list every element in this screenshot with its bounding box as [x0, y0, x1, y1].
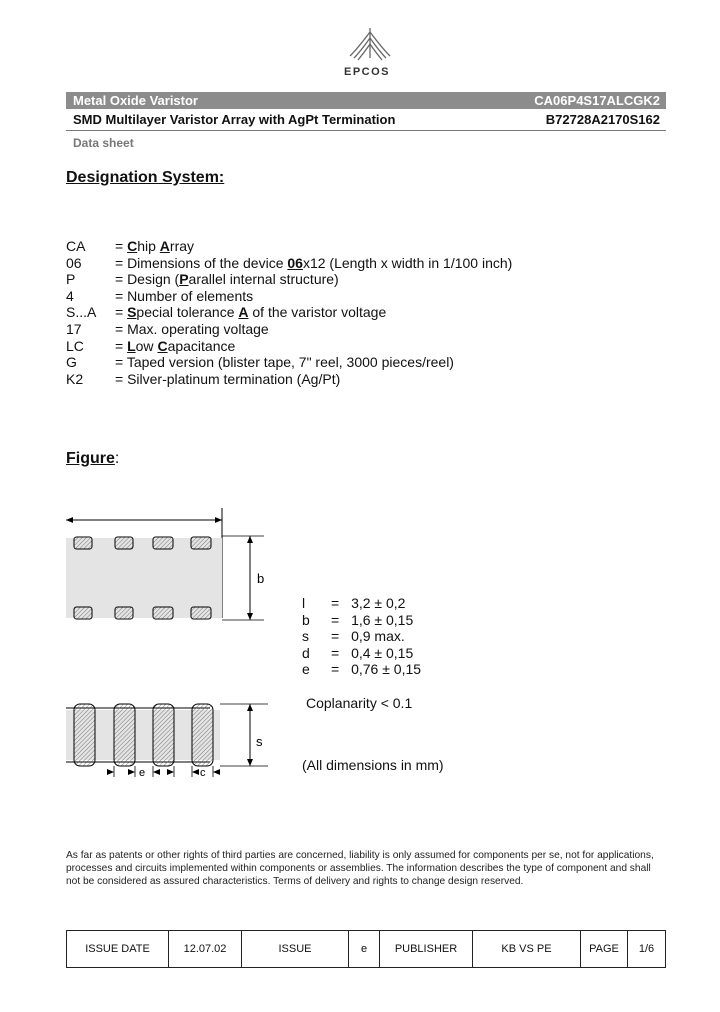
- dimension-row: d = 0,4 ± 0,15: [302, 644, 414, 661]
- designation-code: K2: [66, 370, 84, 387]
- designation-description: = Dimensions of the device 06x12 (Length x width in 1/100 inch): [115, 254, 513, 271]
- designation-description: = Special tolerance A of the varistor voltage: [115, 304, 387, 321]
- publisher-label: PUBLISHER: [380, 931, 473, 968]
- designation-code: LC: [66, 337, 84, 354]
- dimension-row: e = 0,76 ± 0,15: [302, 661, 422, 678]
- units-note: (All dimensions in mm): [302, 757, 444, 773]
- side-view-drawing: [66, 704, 268, 779]
- issue-date: 12.07.02: [169, 931, 242, 968]
- dimensions-list: [302, 595, 421, 678]
- designation-code: 17: [66, 321, 82, 337]
- designation-code: 06: [66, 254, 82, 271]
- designation-description: = Low Capacitance: [115, 337, 236, 354]
- dimension-row: b = 1,6 ± 0,15: [302, 611, 414, 628]
- label-e: e: [139, 767, 146, 779]
- designation-code: S...A: [66, 304, 97, 321]
- designation-code: G: [66, 354, 77, 371]
- ordering-code: B72728A2170S162: [545, 112, 660, 127]
- designation-description: = Max. operating voltage: [115, 321, 269, 337]
- label-s: s: [256, 734, 263, 749]
- product-description: SMD Multilayer Varistor Array with AgPt Termination: [73, 112, 396, 127]
- footer-table: [66, 930, 666, 968]
- designation-description: = Taped version (blister tape, 7" reel, 3000 pieces/reel): [115, 354, 454, 371]
- logo-text: EPCOS: [343, 66, 390, 78]
- dimension-row: l = 3,2 ± 0,2: [302, 595, 406, 611]
- designation-heading: Designation System:: [66, 169, 225, 186]
- disclaimer: As far as patents or other rights of third parties are concerned, liability is only assumed for components per se, not for applications, processes and circuits implemented within components or assemblies. The information describes the type of component and shall not be considered as assured characteristics. Terms of delivery and rights to change design reserved.: [66, 850, 654, 887]
- designation-description: = Chip Array: [115, 238, 195, 254]
- coplanarity-note: Coplanarity < 0.1: [306, 695, 413, 711]
- publisher-value: KB VS PE: [473, 931, 581, 968]
- page-label: PAGE: [581, 931, 628, 968]
- designation-description: = Design (Parallel internal structure): [115, 271, 339, 288]
- label-b: b: [257, 571, 265, 586]
- header-band-top: [66, 92, 666, 109]
- product-type: Metal Oxide Varistor: [73, 93, 198, 108]
- issue-value: e: [349, 931, 380, 968]
- designation-code: P: [66, 271, 76, 288]
- page-value: 1/6: [628, 931, 666, 968]
- issue-date-label: ISSUE DATE: [67, 931, 169, 968]
- designation-description: = Silver-platinum termination (Ag/Pt): [115, 370, 341, 387]
- figure-heading: Figure:: [66, 450, 120, 467]
- designation-code: CA: [66, 238, 86, 254]
- component-drawing: [60, 500, 280, 785]
- designation-code: 4: [66, 287, 74, 304]
- dimension-row: s = 0,9 max.: [302, 628, 405, 645]
- header-band-second: [66, 110, 666, 131]
- doc-type: Data sheet: [73, 136, 134, 150]
- top-view-drawing: [66, 508, 264, 620]
- issue-label: ISSUE: [242, 931, 349, 968]
- designation-description: = Number of elements: [115, 287, 254, 304]
- label-c: c: [200, 767, 206, 779]
- part-code: CA06P4S17ALCGK2: [534, 93, 660, 108]
